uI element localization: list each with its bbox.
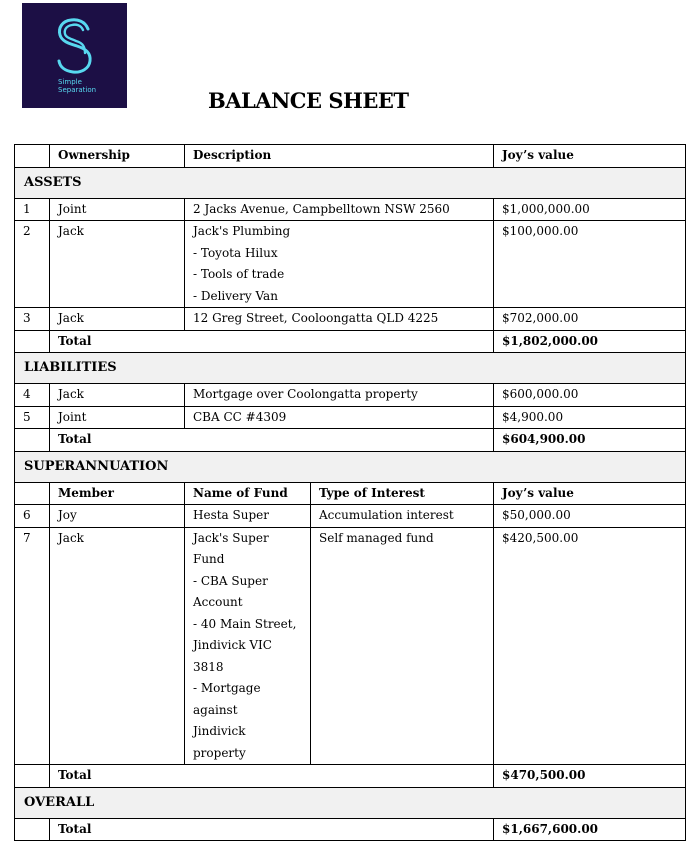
value-cell: $420,500.00: [494, 527, 686, 765]
col-header-description: Description: [185, 145, 494, 168]
section-overall: [15, 787, 686, 818]
ownership-cell: Joint: [50, 198, 185, 221]
total-row-liabilities: [15, 429, 686, 452]
description-cell: Mortgage over Coolongatta property: [185, 384, 494, 407]
description-item: - Delivery Van: [193, 288, 278, 303]
total-value: $604,900.00: [494, 429, 686, 452]
ownership-cell: Jack: [50, 384, 185, 407]
total-label: Total: [50, 818, 494, 841]
total-row-overall: [15, 818, 686, 841]
col-header-joys-value: Joy’s value: [494, 145, 686, 168]
table-row: [15, 198, 686, 221]
fund-line: Account: [193, 595, 243, 609]
interest-cell: Accumulation interest: [311, 505, 494, 528]
description-item: - Toyota Hilux: [193, 245, 278, 260]
total-row-assets: [15, 330, 686, 353]
total-value: $1,667,600.00: [494, 818, 686, 841]
total-value: $1,802,000.00: [494, 330, 686, 353]
table-row: [15, 406, 686, 429]
value-cell: $50,000.00: [494, 505, 686, 528]
table-row: [15, 308, 686, 331]
description-main: Jack's Plumbing: [193, 224, 291, 238]
table-row: [15, 221, 686, 308]
section-superannuation: [15, 451, 686, 482]
value-cell: $100,000.00: [494, 221, 686, 308]
col-header-interest: Type of Interest: [311, 482, 494, 505]
ownership-cell: Jack: [50, 308, 185, 331]
member-cell: Joy: [50, 505, 185, 528]
row-number: 4: [15, 384, 50, 407]
balance-sheet-table: [14, 144, 686, 841]
super-header-row: [15, 482, 686, 505]
col-header-fund: Name of Fund: [185, 482, 311, 505]
description-cell: 12 Greg Street, Cooloongatta QLD 4225: [185, 308, 494, 331]
value-cell: $600,000.00: [494, 384, 686, 407]
fund-main: Jack's Super Fund: [193, 530, 269, 566]
fund-line: Jindivick property: [193, 724, 246, 760]
table-row: [15, 505, 686, 528]
ownership-cell: Joint: [50, 406, 185, 429]
fund-line: Jindivick VIC 3818: [193, 638, 272, 674]
table-header-row: [15, 145, 686, 168]
row-number: 7: [15, 527, 50, 765]
fund-line: - CBA Super: [193, 573, 268, 588]
section-assets: [15, 167, 686, 198]
section-heading: ASSETS: [15, 167, 686, 198]
description-cell: CBA CC #4309: [185, 406, 494, 429]
total-label: Total: [50, 429, 494, 452]
row-number: 2: [15, 221, 50, 308]
interest-cell: Self managed fund: [311, 527, 494, 765]
value-cell: $702,000.00: [494, 308, 686, 331]
description-item: - Tools of trade: [193, 267, 285, 281]
description-cell: 2 Jacks Avenue, Campbelltown NSW 2560: [185, 198, 494, 221]
col-header-member: Member: [50, 482, 185, 505]
table-row: [15, 527, 686, 765]
member-cell: Jack: [50, 527, 185, 765]
total-row-super: [15, 765, 686, 788]
fund-cell: Hesta Super: [185, 505, 311, 528]
section-liabilities: [15, 353, 686, 384]
section-heading: LIABILITIES: [15, 353, 686, 384]
section-heading: OVERALL: [15, 787, 686, 818]
row-number: 5: [15, 406, 50, 429]
fund-cell: [185, 527, 311, 765]
total-value: $470,500.00: [494, 765, 686, 788]
simple-separation-logo: [22, 3, 127, 108]
row-number: 1: [15, 198, 50, 221]
fund-line: - Mortgage against: [193, 681, 261, 717]
row-number: 3: [15, 308, 50, 331]
page-title: BALANCE SHEET: [208, 88, 409, 113]
section-heading: SUPERANNUATION: [15, 451, 686, 482]
total-label: Total: [50, 765, 494, 788]
col-header-ownership: Ownership: [50, 145, 185, 168]
total-label: Total: [50, 330, 494, 353]
value-cell: $4,900.00: [494, 406, 686, 429]
description-cell: [185, 221, 494, 308]
fund-line: - 40 Main Street,: [193, 616, 297, 631]
ownership-cell: Jack: [50, 221, 185, 308]
col-header-joys-value: Joy’s value: [494, 482, 686, 505]
value-cell: $1,000,000.00: [494, 198, 686, 221]
s-logo-icon: [55, 17, 95, 75]
brand-name: Simple Separation: [58, 78, 97, 94]
row-number: 6: [15, 505, 50, 528]
table-row: [15, 384, 686, 407]
